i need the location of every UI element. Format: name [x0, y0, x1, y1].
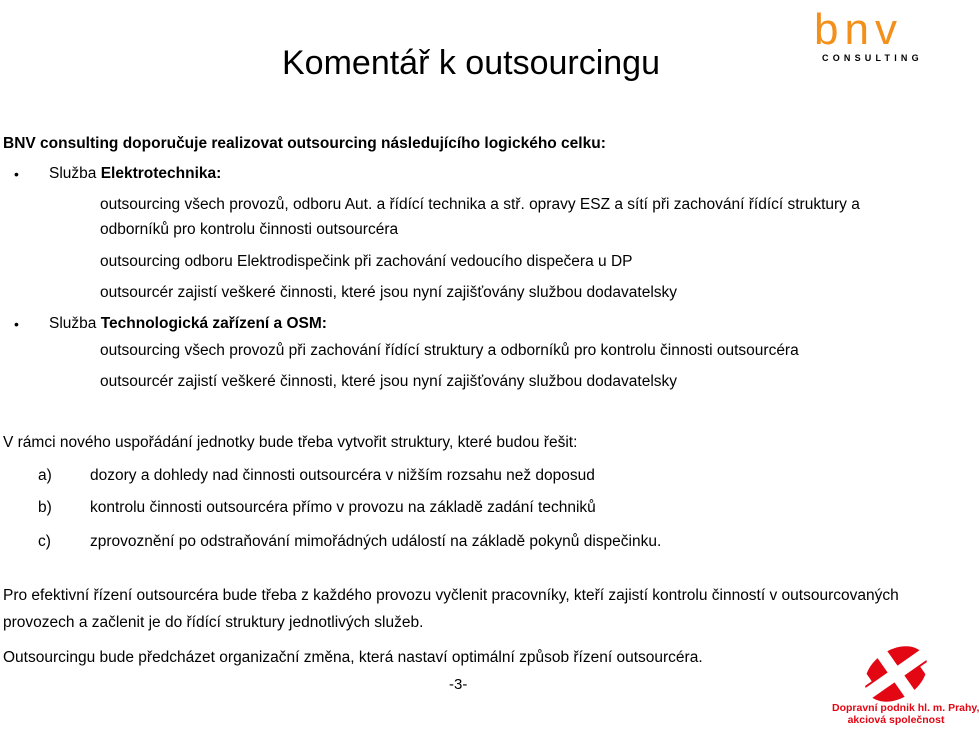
list-label: b): [38, 499, 52, 516]
section-technology-item: outsourcing všech provozů při zachování řídící struktury a odborníků pro kontrolu činnosti outsourcéra: [100, 342, 799, 359]
section-electrical-item: outsourcér zajistí veškeré činnosti, které jsou nyní zajišťovány službou dodavatelsky: [100, 284, 678, 301]
section-name: Technologická zařízení a OSM:: [100, 315, 327, 332]
dpp-logo-line1: Dopravní podnik hl. m. Prahy,: [832, 702, 979, 714]
section-electrical-title: [49, 164, 221, 184]
section-electrical-item: outsourcing odboru Elektrodispečink při zachování vedoucího dispečera u DP: [100, 253, 633, 270]
paragraph-line: Pro efektivní řízení outsourcéra bude třeba z každého provozu vyčlenit pracovníky, kteří zajistí kontrolu činností v outsourcovaných: [3, 587, 899, 604]
section-electrical-item: outsourcing všech provozů, odboru Aut. a řídící technika a stř. opravy ESZ a sítí při zachování řídící struktury a: [100, 196, 860, 213]
list-label: c): [38, 533, 51, 550]
list-item: zprovoznění po odstraňování mimořádných událostí na základě pokynů dispečinku.: [90, 533, 662, 550]
list-item: dozory a dohledy nad činnosti outsourcéra v nižším rozsahu než doposud: [90, 467, 595, 484]
paragraph: Outsourcingu bude předcházet organizační změna, která nastaví optimální způsob řízení outsourcéra.: [3, 649, 703, 666]
dpp-logo-text: [832, 702, 979, 726]
dpp-logo-icon: [860, 644, 932, 704]
section-prefix: Služba: [49, 315, 101, 332]
list-label: a): [38, 467, 52, 484]
logo-subtitle: CONSULTING: [822, 53, 923, 63]
structures-intro: V rámci nového uspořádání jednotky bude třeba vytvořit struktury, které budou řešit:: [3, 434, 578, 451]
page-number: -3-: [449, 676, 468, 693]
section-name: Elektrotechnika:: [100, 165, 222, 182]
section-technology-title: [49, 314, 327, 334]
bnv-consulting-logo: [814, 5, 938, 68]
bullet-icon: •: [14, 166, 19, 182]
section-electrical-item: odborníků pro kontrolu činnosti outsourcéra: [100, 221, 399, 238]
paragraph-line: provozech a začlenit je do řídící struktury jednotlivých služeb.: [3, 614, 424, 631]
bullet-icon: •: [14, 316, 19, 332]
dpp-logo-line2: akciová společnost: [847, 714, 945, 726]
page-title: Komentář k outsourcingu: [282, 44, 660, 82]
section-technology-item: outsourcér zajistí veškeré činnosti, které jsou nyní zajišťovány službou dodavatelsky: [100, 373, 678, 390]
recommendation-heading: BNV consulting doporučuje realizovat outsourcing následujícího logického celku:: [3, 135, 606, 152]
section-prefix: Služba: [49, 165, 101, 182]
logo-word: bnv: [814, 5, 903, 54]
list-item: kontrolu činnosti outsourcéra přímo v provozu na základě zadání techniků: [90, 499, 596, 516]
